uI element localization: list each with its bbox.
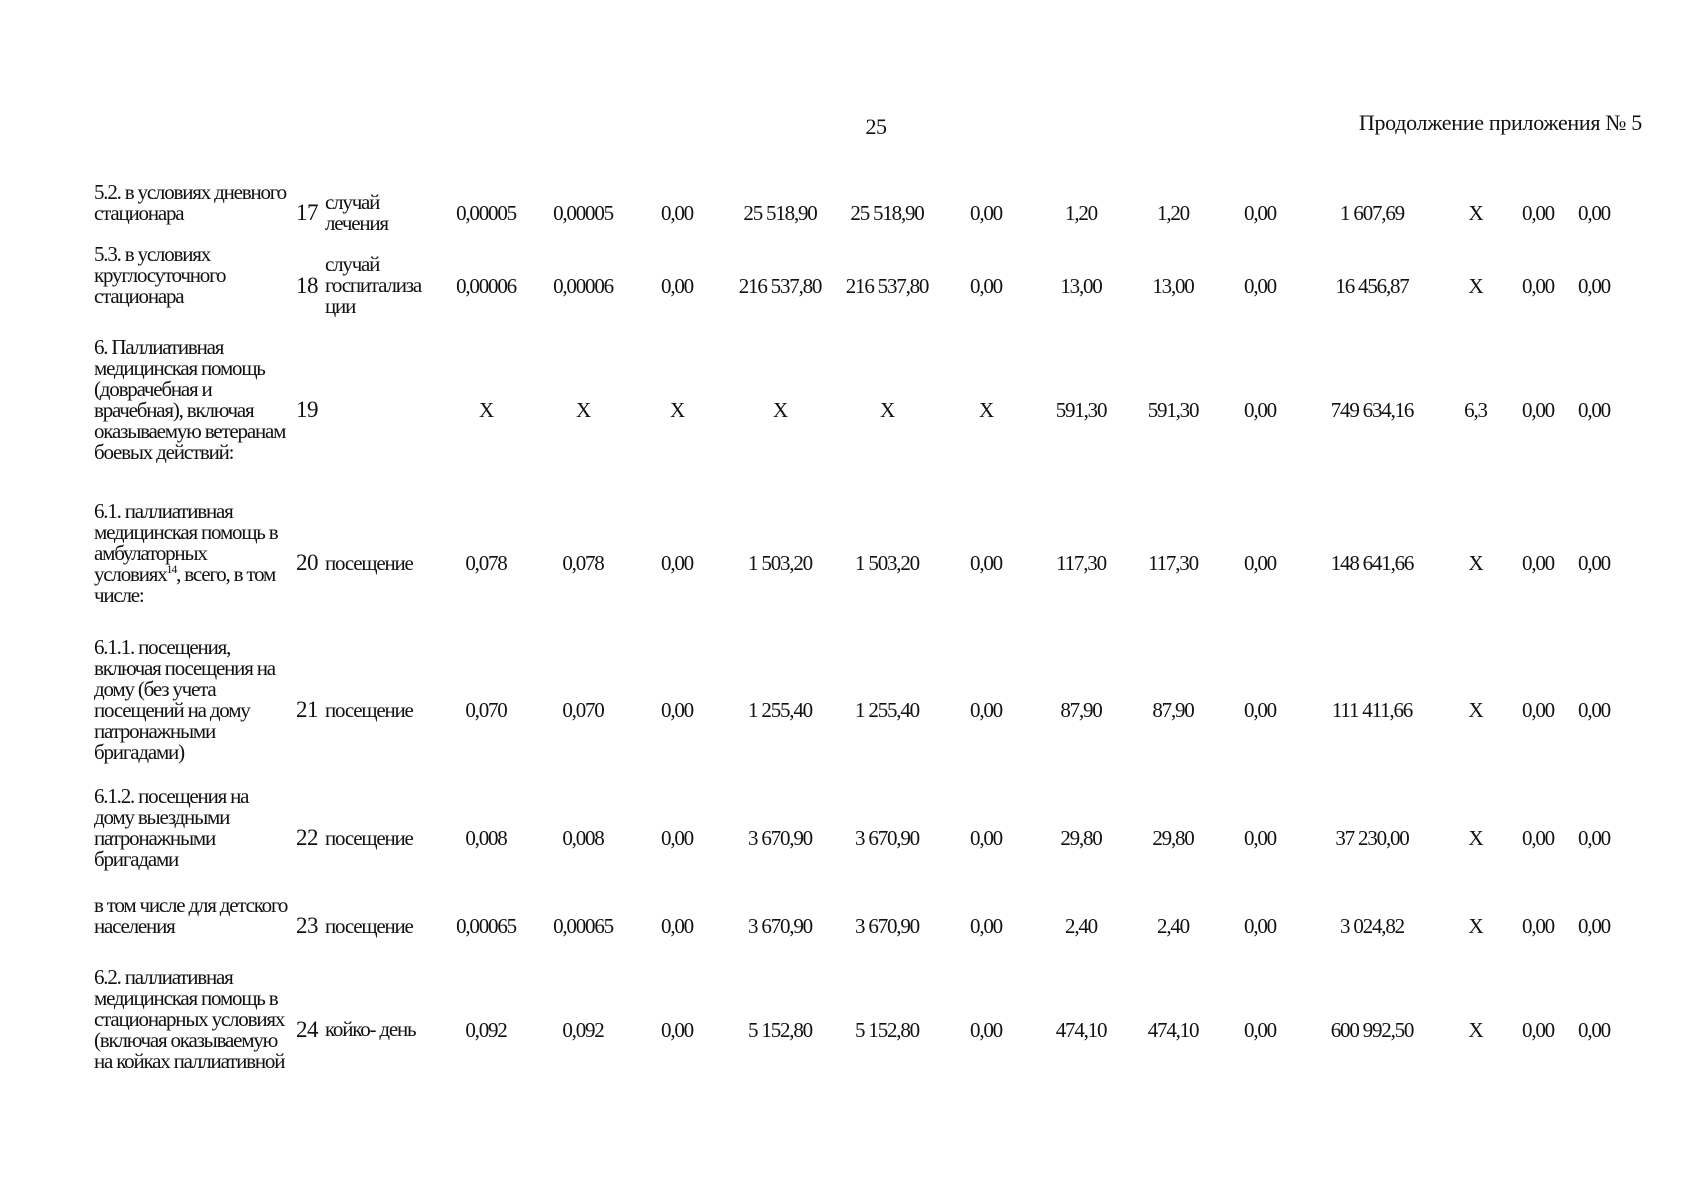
cell-volume-norm: 0,092	[465, 1017, 507, 1042]
cell-per-capita-2: 2,40	[1157, 914, 1189, 938]
row-unit: койко- день	[325, 1017, 416, 1041]
cell-per-capita-2: 87,90	[1152, 698, 1194, 722]
row-name: в том числе для детского населения	[94, 893, 288, 938]
row-unit: посещение	[325, 550, 413, 575]
cell-per-capita: 117,30	[1056, 551, 1106, 575]
row-unit	[325, 327, 437, 492]
cell-extra-2: 0,00	[1578, 551, 1610, 575]
cell-share-percent: X	[1468, 201, 1483, 225]
cell-per-capita: 474,10	[1055, 1017, 1107, 1042]
cell-cost-norm-2: 25 518,90	[850, 201, 924, 225]
cell-per-capita-2: 1,20	[1157, 201, 1189, 225]
appendix-continuation-note: Продолжение приложения № 5	[1358, 110, 1642, 135]
cell-share-percent: X	[1468, 273, 1483, 298]
cell-share-percent: X	[1468, 551, 1483, 575]
cell-volume-norm-2: X	[576, 397, 590, 422]
row-unit: случай госпитализа ции	[325, 252, 421, 318]
cell-cost-norm: 216 537,80	[738, 273, 822, 298]
cell-extra-1: 0,00	[1522, 397, 1554, 422]
row-line-number: 22	[296, 825, 318, 850]
cell-cost-diff: 0,00	[970, 826, 1002, 850]
cell-total-amount: 1 607,69	[1340, 201, 1404, 225]
cell-volume-norm-2: 0,070	[562, 698, 604, 722]
row-name: 6.1.1. посещения, включая посещения на дому (без учета посещений на дому патронажными бригадами)	[94, 635, 275, 764]
cell-per-capita-2: 13,00	[1152, 273, 1194, 298]
cell-cost-diff: 0,00	[970, 201, 1002, 225]
cell-per-capita-diff: 0,00	[1244, 1017, 1276, 1042]
table-row	[94, 327, 1620, 492]
row-name: 6.1. паллиативная медицинская помощь в амбулаторных условиях$^{14}$, всего, в том числе:	[94, 498, 278, 607]
cell-extra-2: 0,00	[1578, 826, 1610, 850]
cell-per-capita: 87,90	[1060, 698, 1102, 722]
cell-cost-norm: 3 670,90	[748, 914, 812, 938]
financing-table	[94, 182, 1620, 1097]
row-name: 5.3. в условиях круглосуточного стационара	[94, 242, 226, 308]
cell-total-amount: 600 992,50	[1330, 1017, 1414, 1042]
cell-cost-diff: 0,00	[970, 698, 1002, 722]
cell-volume-diff: 0,00	[661, 698, 693, 722]
cell-total-amount: 37 230,00	[1335, 826, 1409, 850]
row-unit: посещение	[325, 825, 413, 850]
cell-share-percent: X	[1468, 914, 1483, 938]
row-line-number: 21	[296, 697, 318, 722]
cell-total-amount: 3 024,82	[1340, 914, 1404, 938]
cell-cost-diff: 0,00	[970, 551, 1002, 575]
row-unit: случай лечения	[325, 190, 388, 235]
cell-share-percent: X	[1468, 698, 1483, 722]
cell-cost-norm: 25 518,90	[743, 201, 817, 225]
cell-volume-norm: 0,078	[465, 551, 507, 575]
cell-cost-norm-2: X	[880, 397, 894, 422]
cell-cost-norm-2: 3 670,90	[855, 914, 919, 938]
table-row	[94, 492, 1620, 634]
row-line-number: 23	[296, 913, 318, 938]
cell-cost-norm-2: 216 537,80	[845, 273, 929, 298]
cell-share-percent: X	[1468, 1017, 1483, 1042]
cell-volume-diff: 0,00	[661, 826, 693, 850]
table-row	[94, 786, 1620, 890]
cell-per-capita-diff: 0,00	[1244, 914, 1276, 938]
cell-volume-norm: 0,070	[465, 698, 507, 722]
cell-volume-diff: X	[670, 397, 684, 422]
cell-volume-diff: 0,00	[661, 1017, 693, 1042]
cell-total-amount: 749 634,16	[1330, 397, 1414, 422]
table-row	[94, 244, 1620, 327]
cell-volume-diff: 0,00	[661, 201, 693, 225]
cell-share-percent: X	[1468, 826, 1483, 850]
cell-volume-norm: X	[479, 397, 493, 422]
row-unit: посещение	[325, 913, 413, 938]
cell-per-capita-2: 29,80	[1152, 826, 1194, 850]
cell-per-capita-2: 474,10	[1147, 1017, 1199, 1042]
cell-cost-norm-2: 5 152,80	[855, 1017, 919, 1042]
table-row	[94, 890, 1620, 962]
row-line-number: 24	[296, 1016, 318, 1042]
cell-extra-2: 0,00	[1578, 273, 1610, 298]
cell-extra-2: 0,00	[1578, 201, 1610, 225]
footnote-ref: 14	[166, 561, 177, 576]
cell-extra-1: 0,00	[1522, 551, 1554, 575]
cell-volume-diff: 0,00	[661, 551, 693, 575]
cell-volume-norm: 0,00006	[456, 273, 516, 298]
row-line-number: 17	[296, 200, 318, 225]
cell-extra-1: 0,00	[1522, 1017, 1554, 1042]
row-unit: посещение	[325, 697, 413, 722]
row-name: 5.2. в условиях дневного стационара	[94, 180, 286, 225]
cell-share-percent: 6,3	[1464, 397, 1487, 422]
cell-per-capita-diff: 0,00	[1244, 273, 1276, 298]
row-line-number: 20	[296, 550, 318, 575]
cell-volume-diff: 0,00	[661, 273, 693, 298]
cell-cost-norm: 1 503,20	[748, 551, 812, 575]
cell-per-capita-diff: 0,00	[1244, 826, 1276, 850]
cell-cost-norm-2: 1 503,20	[855, 551, 919, 575]
cell-extra-1: 0,00	[1522, 698, 1554, 722]
page-number: 25	[865, 114, 887, 139]
cell-per-capita-2: 117,30	[1148, 551, 1198, 575]
cell-cost-norm: 3 670,90	[748, 826, 812, 850]
row-name: 6.1.2. посещения на дому выездными патронажными бригадами	[94, 784, 249, 871]
cell-extra-1: 0,00	[1522, 273, 1554, 298]
cell-cost-diff: 0,00	[970, 1017, 1002, 1042]
row-line-number: 18	[296, 272, 318, 298]
cell-per-capita-diff: 0,00	[1244, 551, 1276, 575]
cell-total-amount: 111 411,66	[1331, 698, 1413, 722]
cell-cost-diff: 0,00	[970, 914, 1002, 938]
cell-per-capita: 2,40	[1065, 914, 1097, 938]
cell-cost-diff: X	[979, 397, 993, 422]
cell-total-amount: 16 456,87	[1335, 273, 1409, 298]
cell-extra-1: 0,00	[1522, 914, 1554, 938]
row-line-number: 19	[296, 396, 318, 422]
cell-per-capita: 13,00	[1060, 273, 1102, 298]
row-name: 6.2. паллиативная медицинская помощь в стационарных условиях (включая оказываемую на койках паллиативной	[94, 965, 285, 1073]
cell-volume-norm: 0,008	[465, 826, 507, 850]
cell-cost-diff: 0,00	[970, 273, 1002, 298]
cell-volume-norm: 0,00005	[456, 201, 516, 225]
cell-volume-norm-2: 0,00005	[553, 201, 613, 225]
cell-volume-norm-2: 0,008	[562, 826, 604, 850]
cell-extra-2: 0,00	[1578, 397, 1610, 422]
cell-per-capita: 591,30	[1055, 397, 1107, 422]
cell-per-capita-diff: 0,00	[1244, 698, 1276, 722]
row-name: 6. Паллиативная медицинская помощь (доврачебная и врачебная), включая оказываемую ветеранам боевых действий:	[94, 334, 286, 464]
cell-total-amount: 148 641,66	[1330, 551, 1414, 575]
cell-volume-norm-2: 0,00065	[553, 914, 613, 938]
cell-extra-2: 0,00	[1578, 698, 1610, 722]
cell-extra-1: 0,00	[1522, 826, 1554, 850]
cell-volume-norm-2: 0,078	[562, 551, 604, 575]
cell-per-capita: 1,20	[1065, 201, 1097, 225]
cell-cost-norm: X	[773, 397, 787, 422]
cell-cost-norm: 5 152,80	[748, 1017, 812, 1042]
cell-per-capita-2: 591,30	[1147, 397, 1199, 422]
cell-per-capita: 29,80	[1060, 826, 1102, 850]
table-row	[94, 182, 1620, 244]
cell-volume-diff: 0,00	[661, 914, 693, 938]
cell-extra-1: 0,00	[1522, 201, 1554, 225]
table-row	[94, 634, 1620, 786]
cell-per-capita-diff: 0,00	[1244, 397, 1276, 422]
cell-cost-norm-2: 3 670,90	[855, 826, 919, 850]
cell-extra-2: 0,00	[1578, 914, 1610, 938]
cell-volume-norm-2: 0,00006	[553, 273, 613, 298]
cell-volume-norm-2: 0,092	[562, 1017, 604, 1042]
table-row	[94, 962, 1620, 1097]
cell-cost-norm-2: 1 255,40	[855, 698, 919, 722]
cell-per-capita-diff: 0,00	[1244, 201, 1276, 225]
cell-volume-norm: 0,00065	[456, 914, 516, 938]
cell-cost-norm: 1 255,40	[748, 698, 812, 722]
cell-extra-2: 0,00	[1578, 1017, 1610, 1042]
